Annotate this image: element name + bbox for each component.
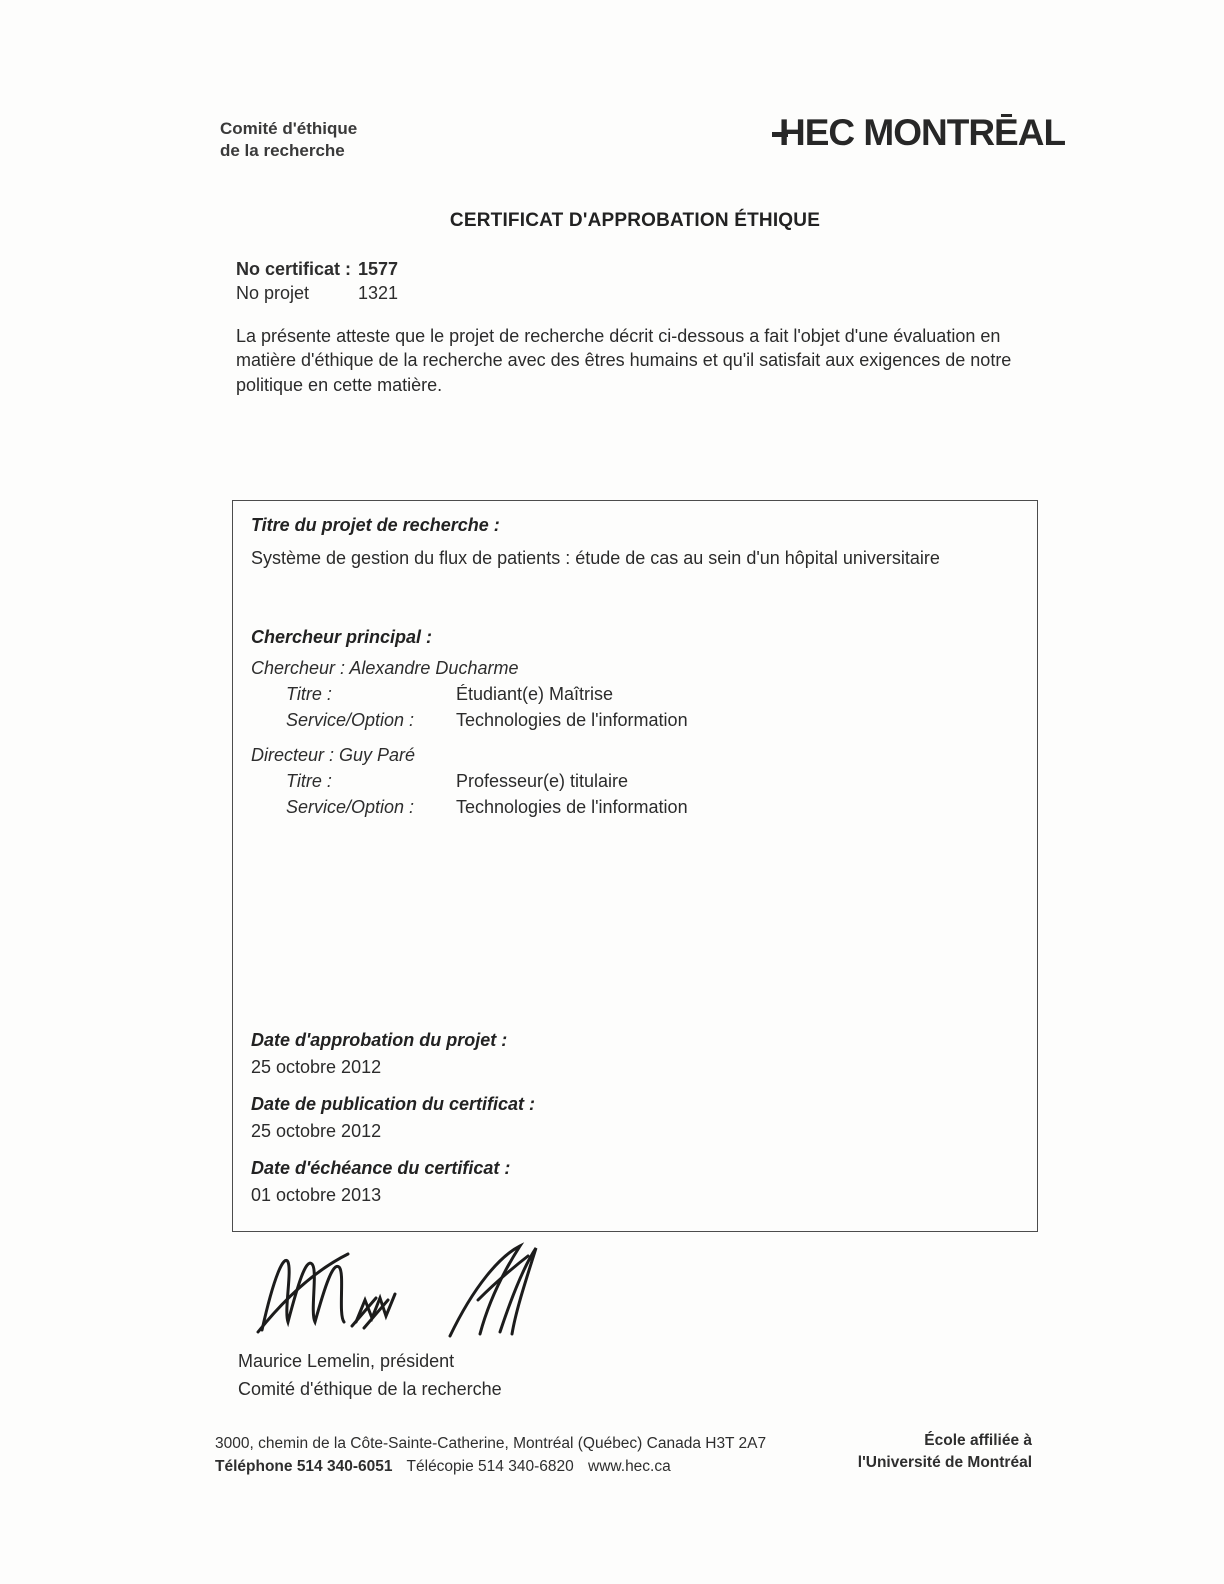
affiliation-line-1: École affiliée à: [924, 1432, 1032, 1449]
certificate-numbers: [236, 258, 398, 306]
logo-text: HEC MONTRĒAL: [779, 112, 1066, 153]
footer-phone: Téléphone 514 340-6051: [215, 1458, 393, 1476]
director-service-value: Technologies de l'information: [456, 797, 688, 817]
principal-researcher-label: Chercheur principal :: [251, 627, 433, 647]
no-certificat-label: No certificat :: [236, 259, 352, 279]
footer-website: www.hec.ca: [588, 1458, 671, 1476]
approval-date-label: Date d'approbation du projet :: [251, 1030, 508, 1050]
committee-name: [220, 118, 357, 162]
researcher-service-value: Technologies de l'information: [456, 710, 688, 730]
affiliation-line-2: l'Université de Montréal: [857, 1454, 1032, 1472]
project-number-row: [236, 282, 398, 306]
expiry-date-label: Date d'échéance du certificat :: [251, 1158, 511, 1178]
researcher-titre-label: Titre :: [286, 684, 332, 704]
researcher-name-line: Chercheur : Alexandre Ducharme: [251, 658, 519, 678]
page-title: CERTIFICAT D'APPROBATION ÉTHIQUE: [449, 210, 821, 231]
director-titre-label: Titre :: [286, 771, 332, 791]
signature-strokes-icon: [252, 1242, 582, 1342]
publication-date-value: 25 octobre 2012: [251, 1121, 382, 1141]
researcher-title-row: [286, 684, 1019, 705]
project-title-label: Titre du projet de recherche :: [251, 515, 500, 535]
signatory-org: Comité d'éthique de la recherche: [238, 1378, 502, 1399]
signatory-name: Maurice Lemelin, président: [238, 1351, 455, 1371]
committee-line-2: de la recherche: [220, 141, 345, 161]
footer-contact-block: [215, 1432, 766, 1479]
certificate-details-box: [232, 500, 1038, 1232]
project-title: Système de gestion du flux de patients : étude de cas au sein d'un hôpital universitaire: [251, 548, 940, 568]
director-name-line: Directeur : Guy Paré: [251, 745, 416, 765]
researcher-service-row: [286, 710, 1019, 731]
footer-contact-line: [215, 1455, 766, 1478]
director-service-label: Service/Option :: [286, 797, 415, 817]
hec-montreal-logo: [772, 112, 1065, 154]
expiry-date-value: 01 octobre 2013: [251, 1185, 382, 1205]
footer-fax: Télécopie 514 340-6820: [406, 1458, 574, 1476]
director-title-row: [286, 771, 1019, 792]
signature-image: [252, 1242, 582, 1342]
researcher-service-label: Service/Option :: [286, 710, 415, 730]
approval-date-value: 25 octobre 2012: [251, 1057, 382, 1077]
no-projet-value: 1321: [358, 282, 399, 303]
certificate-number-row: [236, 258, 398, 282]
director-service-row: [286, 797, 1019, 818]
no-projet-label: No projet: [236, 282, 310, 303]
director-titre-value: Professeur(e) titulaire: [456, 771, 629, 791]
publication-date-label: Date de publication du certificat :: [251, 1094, 536, 1114]
attestation-paragraph: La présente atteste que le projet de recherche décrit ci-dessous a fait l'objet d'une évaluation en matière d'éthique de la recherche avec des êtres humains et qu'il satisfait aux exigences de notre politique en cette matière.: [236, 326, 1012, 395]
signatory-block: [238, 1348, 502, 1404]
committee-line-1: Comité d'éthique: [220, 119, 358, 138]
researcher-titre-value: Étudiant(e) Maîtrise: [456, 684, 614, 704]
footer-address: 3000, chemin de la Côte-Sainte-Catherine, Montréal (Québec) Canada H3T 2A7: [215, 1435, 767, 1452]
no-certificat-value: 1577: [358, 259, 399, 279]
footer-affiliation-block: [858, 1430, 1032, 1475]
